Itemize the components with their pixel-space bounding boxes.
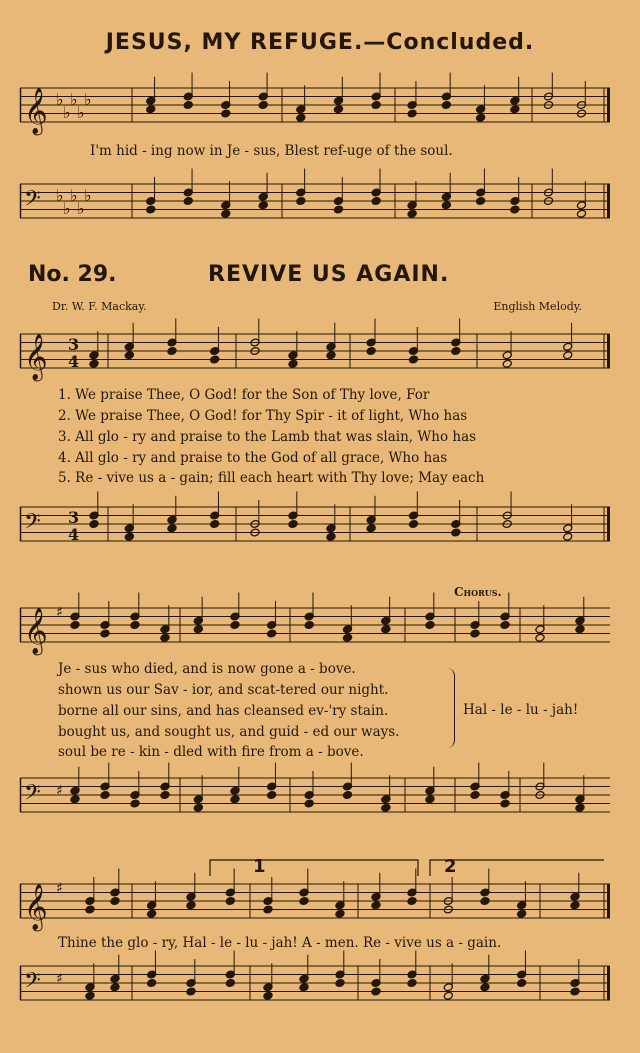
- system2-bass-staff: [20, 503, 610, 551]
- svg-text:♭: ♭: [70, 186, 78, 205]
- svg-text:♯: ♯: [56, 604, 63, 621]
- final-lyric: Thine the glo - ry, Hal - le - lu - jah! A - men. Re - vive us a - gain.: [58, 935, 502, 951]
- refrain-lyric: Hal - le - lu - jah!: [463, 702, 579, 718]
- svg-text:♭: ♭: [63, 198, 71, 218]
- hymn-tune: English Melody.: [493, 300, 582, 313]
- svg-text:𝄢: 𝄢: [24, 509, 41, 540]
- svg-text:𝄞: 𝄞: [24, 88, 48, 134]
- volta-2-number: 2: [444, 856, 457, 877]
- hymn-title: REVIVE US AGAIN.: [208, 262, 450, 287]
- system4-bass-staff: [20, 962, 610, 1010]
- system2-treble-staff: [20, 330, 610, 378]
- svg-text:3: 3: [68, 508, 80, 527]
- verse-3-part1: 3. All glo - ry and praise to the Lamb that was slain, Who has: [58, 429, 477, 445]
- svg-text:♭: ♭: [77, 198, 85, 218]
- svg-text:♭: ♭: [77, 102, 85, 122]
- svg-text:♭: ♭: [84, 90, 92, 109]
- system1-treble-staff: [20, 84, 610, 132]
- svg-text:𝄞: 𝄞: [24, 334, 48, 380]
- hymn-author: Dr. W. F. Mackay.: [52, 300, 147, 313]
- svg-text:𝄢: 𝄢: [24, 968, 41, 999]
- verse-2-part2: shown us our Sav - ior, and scat-tered our night.: [58, 682, 389, 698]
- system3-treble-staff: [20, 604, 610, 652]
- verse-5-part1: 5. Re - vive us a - gain; fill each heart with Thy love; May each: [58, 470, 485, 486]
- verse-1-part1: 1. We praise Thee, O God! for the Son of Thy love, For: [58, 387, 430, 403]
- svg-text:♭: ♭: [84, 186, 92, 205]
- svg-text:♭: ♭: [70, 90, 78, 109]
- verse-3-part2: borne all our sins, and has cleansed ev-'ry stain.: [58, 703, 389, 719]
- svg-text:4: 4: [68, 352, 80, 371]
- verse-4-part2: bought us, and sought us, and guid - ed our ways.: [58, 724, 400, 740]
- system1-bass-staff: [20, 180, 610, 228]
- verse-brace: [446, 668, 455, 748]
- svg-text:♭: ♭: [56, 186, 64, 205]
- volta-1-number: 1: [253, 856, 266, 877]
- svg-text:♭: ♭: [63, 102, 71, 122]
- chorus-label: Chorus.: [454, 585, 502, 599]
- continued-title: JESUS, MY REFUGE.—Concluded.: [105, 30, 535, 55]
- hymn-number: No. 29.: [28, 262, 117, 287]
- volta-brackets: [0, 858, 640, 878]
- svg-text:3: 3: [68, 335, 80, 354]
- svg-text:𝄞: 𝄞: [24, 608, 48, 654]
- svg-text:♭: ♭: [56, 90, 64, 109]
- system3-bass-staff: [20, 774, 610, 822]
- svg-text:𝄢: 𝄢: [24, 780, 41, 811]
- svg-text:♯: ♯: [56, 783, 63, 799]
- verse-2-part1: 2. We praise Thee, O God! for Thy Spir - it of light, Who has: [58, 408, 468, 424]
- svg-text:♯: ♯: [56, 971, 63, 987]
- system4-treble-staff: [20, 880, 610, 928]
- svg-text:♯: ♯: [56, 880, 63, 897]
- verse-1-part2: Je - sus who died, and is now gone a - bove.: [58, 661, 356, 677]
- verse-5-part2: soul be re - kin - dled with fire from a - bove.: [58, 744, 364, 760]
- svg-text:𝄢: 𝄢: [24, 186, 41, 217]
- verse-4-part1: 4. All glo - ry and praise to the God of all grace, Who has: [58, 450, 448, 466]
- svg-text:𝄞: 𝄞: [24, 884, 48, 930]
- svg-text:4: 4: [68, 525, 80, 544]
- system1-lyric: I'm hid - ing now in Je - sus, Blest ref-uge of the soul.: [90, 143, 453, 159]
